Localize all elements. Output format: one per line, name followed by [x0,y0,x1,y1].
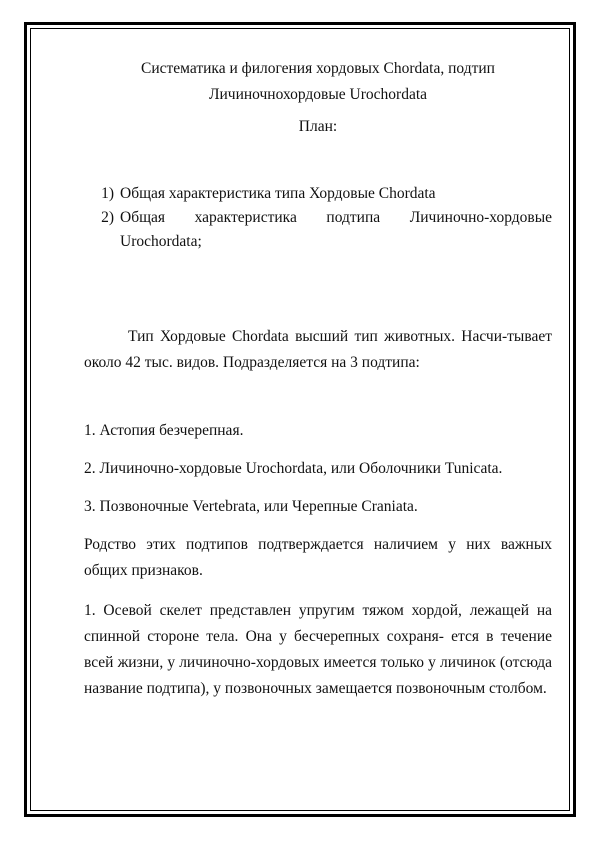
title-line-1: Систематика и филогения хордовых Chordata, подтип [141,60,495,77]
relation-paragraph: Родство этих подтипов подтверждается наличием у них важных общих признаков. [84,536,552,579]
plan-item-text: Общая характеристика типа Хордовые Chordata [120,185,436,202]
plan-heading: План: [298,118,338,135]
subtype-item: 3. Позвоночные Vertebrata, или Черепные Craniata. [84,498,418,515]
subtype-item: 2. Личиночно-хордовые Urochordata, или Оболочники Tunicata. [84,460,503,477]
intro-paragraph: Тип Хордовые Chordata высший тип животных. Насчи-тывает около 42 тыс. видов. Подразделяется на 3 подтипа: [84,328,552,371]
plan-list [84,182,552,254]
subtype-item: 1. Астопия безчерепная. [84,422,244,439]
plan-item-number: 1) [101,185,114,202]
document-body [84,56,552,702]
plan-item [84,182,552,206]
plan-item-number: 2) [101,209,114,226]
axis-skeleton-paragraph: 1. Осевой скелет представлен упругим тяжом хордой, лежащей на спинной стороне тела. Она у бесчерепных сохраня- ется в течение всей жизни, у личиночно-хордовых имеется только у личинок (отсюда название подтипа), у позвоночных замещается позвоночным столбом. [84,602,552,697]
document-title [84,56,552,108]
plan-item-text: Общая характеристика подтипа Личиночно-хордовые Urochordata; [120,209,552,250]
title-line-2: Личиночнохордовые Urochordata [208,86,428,103]
plan-item [84,206,552,254]
